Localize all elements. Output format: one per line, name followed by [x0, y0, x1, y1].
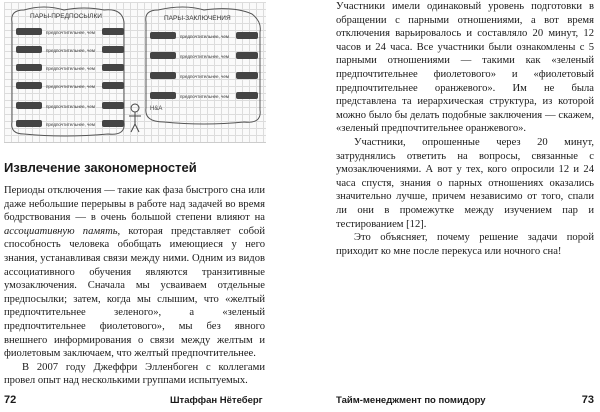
right-row-2-right-blob: [236, 52, 258, 59]
right-row-1-caption: предпочтительнее, чем: [180, 34, 229, 39]
section-heading: Извлечение закономерностей: [4, 160, 197, 175]
left-row-1-caption: предпочтительнее, чем: [46, 30, 95, 35]
left-row-3-right-blob: [102, 64, 124, 71]
right-group-label: ПАРЫ-ЗАКЛЮЧЕНИЯ: [164, 15, 231, 22]
page-number-72: 72: [4, 394, 17, 406]
left-row-1-right-blob: [102, 28, 124, 35]
left-row-1-left-blob: [16, 28, 42, 35]
right-row-1-right-blob: [236, 32, 258, 39]
stick-figure: [129, 104, 141, 132]
right-body-text: [336, 0, 594, 258]
right-page: [300, 0, 600, 412]
right-paragraph-2: Участники, опрошенные через 20 минут, затруднялись ответить на вопросы, связанные с умозаключениями. А вот у тех, кого опросили 12 и 24 часа спустя, знания о парных отношениях оказались значительно лучше, причем независимо от того, спали ли они в промежутке между изучением пар и тестированием [12].: [336, 136, 594, 230]
left-row-5-right-blob: [102, 102, 124, 109]
left-row-6-right-blob: [102, 120, 124, 127]
left-running-footer: Штаффан Нётеберг: [170, 395, 263, 406]
right-row-1-left-blob: [150, 32, 176, 39]
left-paragraph-2: В 2007 году Джеффри Элленбоген с коллегами провел опыт над несколькими группами испытуемых.: [4, 361, 265, 387]
left-group-cloud: [12, 7, 124, 136]
pairs-illustration: [4, 2, 266, 143]
right-row-2-left-blob: [150, 52, 176, 59]
right-group-cloud: [146, 7, 261, 124]
right-paragraph-1: Участники имели одинаковый уровень подготовки в обращении с парными отношениями, а вот время отключения варьировалось и составляло 20 минут, 12 часов и 24 часа. Все участники были ознакомлены с 5 парными отношениями — такими как «зеленый предпочтительнее фиолетового» и «фиолетовый предпочтительнее оранжевого». Им не была представлена та иерархическая структура, из которой можно было бы делать подобные заключения — скажем, «зеленый предпочтительнее оранжевого».: [336, 1, 594, 135]
left-row-6-left-blob: [16, 120, 42, 127]
left-row-2-right-blob: [102, 46, 124, 53]
right-row-4-left-blob: [150, 92, 176, 99]
pairs-sketch: [4, 2, 266, 142]
left-group-label: ПАРЫ-ПРЕДПОСЫЛКИ: [30, 13, 102, 20]
para1-part-a: Периоды отключения — такие как фаза быстрого сна или даже небольшие перерывы в работе над задачей во время бодрствования — в очень большой степени влияют на: [4, 185, 265, 224]
left-row-6-caption: предпочтительнее, чем: [46, 122, 95, 127]
left-row-4-left-blob: [16, 82, 42, 89]
right-row-4-caption: предпочтительнее, чем: [180, 94, 229, 99]
right-row-3-left-blob: [150, 72, 176, 79]
left-paragraph-1: [4, 184, 265, 361]
right-row-4-right-blob: [236, 92, 258, 99]
right-paragraph-3: Это объясняет, почему решение задачи порой приходит ко мне после перекуса или ночного сна!: [336, 232, 594, 257]
left-row-3-left-blob: [16, 64, 42, 71]
right-row-3-caption: предпочтительнее, чем: [180, 74, 229, 79]
left-row-5-caption: предпочтительнее, чем: [46, 104, 95, 109]
left-row-2-left-blob: [16, 46, 42, 53]
right-row-2-caption: предпочтительнее, чем: [180, 54, 229, 59]
para1-emphasis: ассоциативную память: [4, 225, 118, 237]
page-number-73: 73: [581, 394, 594, 406]
left-row-3-caption: предпочтительнее, чем: [46, 66, 95, 71]
left-page: [0, 0, 292, 412]
left-row-2-caption: предпочтительнее, чем: [46, 48, 95, 53]
para1-part-b: , которая представляет собой способность человека обобщать имеющиеся у него знания, устанавливая связи между ними. Одним из видов ассоциативного обучения являются транзитивные умозаключения. Сначала мы усваиваем отдельные предпосылки; затем, когда мы слышим, что «желтый предпочтительнее зеленого», а «зеленый предпочтительнее фиолетового», мы без явного внешнего информирования о связи между желтым и фиолетовым заключаем, что желтый предпочтительнее.: [4, 225, 265, 360]
right-running-footer: Тайм-менеджмент по помидору: [336, 395, 486, 406]
left-row-4-caption: предпочтительнее, чем: [46, 84, 95, 89]
stick-figure-label: H&A: [150, 106, 163, 112]
left-body-text: [4, 184, 265, 388]
left-page-number: [4, 394, 16, 406]
left-row-5-left-blob: [16, 102, 42, 109]
right-page-number: [582, 394, 594, 406]
right-row-3-right-blob: [236, 72, 258, 79]
left-row-4-right-blob: [102, 82, 124, 89]
